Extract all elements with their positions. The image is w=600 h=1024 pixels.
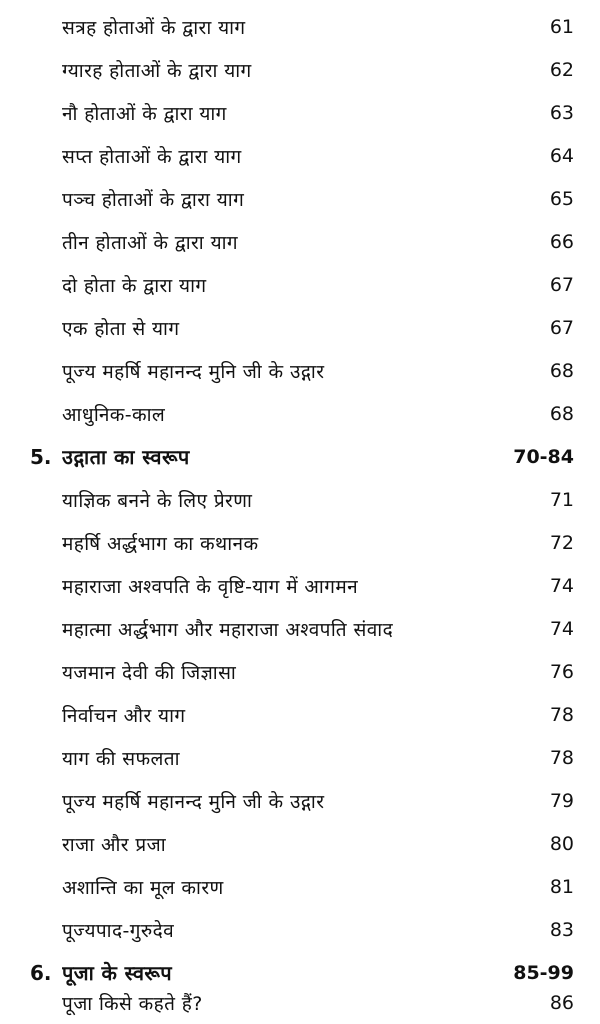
toc-entry [0, 521, 600, 564]
toc-entry-page: 66 [549, 230, 574, 253]
toc-entry-page: 86 [549, 991, 574, 1014]
toc-entry [0, 220, 600, 263]
toc-entry-page: 78 [549, 703, 574, 726]
toc-entry-page: 72 [549, 531, 574, 554]
toc-chapter-pages: 85-99 [513, 961, 574, 984]
toc-entry-page: 78 [549, 746, 574, 769]
toc-entry-page: 80 [549, 832, 574, 855]
toc-entry-title: अशान्ति का मूल कारण [62, 876, 224, 899]
toc-entry-title: पूज्य महर्षि महानन्द मुनि जी के उद्गार [62, 790, 325, 813]
toc-chapter-number: 6. [30, 960, 52, 985]
toc-entry-page: 61 [549, 15, 574, 38]
toc-entry [0, 564, 600, 607]
toc-entry-title: निर्वाचन और याग [62, 704, 186, 727]
toc-entry-title: पञ्च होताओं के द्वारा याग [62, 188, 245, 211]
toc-entry-page: 74 [549, 617, 574, 640]
toc-entry-page: 68 [549, 359, 574, 382]
toc-entry [0, 822, 600, 865]
toc-entry-title: पूज्य महर्षि महानन्द मुनि जी के उद्गार [62, 360, 325, 383]
toc-entry [0, 779, 600, 822]
toc-entry-title: महात्मा अर्द्धभाग और महाराजा अश्वपति संवाद [62, 618, 394, 641]
toc-entry [0, 177, 600, 220]
toc-entry-title: ग्यारह होताओं के द्वारा याग [62, 59, 252, 82]
toc-entry-page: 83 [549, 918, 574, 941]
toc-entry [0, 5, 600, 48]
toc-entry-title: पूजा किसे कहते हैं? [62, 992, 203, 1015]
toc-entry-title: तीन होताओं के द्वारा याग [62, 231, 239, 254]
toc-entry [0, 134, 600, 177]
toc-entry [0, 478, 600, 521]
toc-entry-page: 76 [549, 660, 574, 683]
toc-entry [0, 981, 600, 1024]
toc-entry-title: राजा और प्रजा [62, 833, 167, 856]
toc-entry-title: पूज्यपाद-गुरुदेव [62, 919, 175, 942]
toc-chapter [0, 435, 600, 478]
toc-entry-page: 67 [549, 316, 574, 339]
toc-entry [0, 392, 600, 435]
toc-entry [0, 650, 600, 693]
toc-entry-title: एक होता से याग [62, 317, 180, 340]
toc-entry-page: 79 [549, 789, 574, 812]
toc-entry-title: दो होता के द्वारा याग [62, 274, 207, 297]
toc-entry-page: 65 [549, 187, 574, 210]
toc-entry-title: सत्रह होताओं के द्वारा याग [62, 16, 246, 39]
toc-entry-title: आधुनिक-काल [62, 403, 166, 426]
toc-entry-title: याज्ञिक बनने के लिए प्रेरणा [62, 489, 253, 512]
toc-entry-page: 63 [549, 101, 574, 124]
toc-entry-title: याग की सफलता [62, 747, 180, 770]
toc-entry-title: महर्षि अर्द्धभाग का कथानक [62, 532, 259, 555]
toc-entry-title: नौ होताओं के द्वारा याग [62, 102, 227, 125]
toc-entry [0, 908, 600, 951]
toc-chapter-title: पूजा के स्वरूप [62, 961, 173, 985]
toc-entry-page: 62 [549, 58, 574, 81]
toc-entry-page: 64 [549, 144, 574, 167]
toc-entry [0, 91, 600, 134]
toc-entry-page: 67 [549, 273, 574, 296]
toc-chapter-title: उद्गाता का स्वरूप [62, 445, 190, 469]
toc-entry-title: महाराजा अश्वपति के वृष्टि-याग में आगमन [62, 575, 359, 598]
toc-entry [0, 693, 600, 736]
toc-entry [0, 349, 600, 392]
toc-chapter-pages: 70-84 [513, 445, 574, 468]
toc-entry [0, 865, 600, 908]
toc-chapter-number: 5. [30, 444, 52, 469]
toc-entry [0, 263, 600, 306]
toc-entry-page: 71 [549, 488, 574, 511]
toc-entry [0, 607, 600, 650]
toc-entry-page: 81 [549, 875, 574, 898]
toc-entry-title: यजमान देवी की जिज्ञासा [62, 661, 237, 684]
toc-entry-title: सप्त होताओं के द्वारा याग [62, 145, 242, 168]
toc-entry [0, 48, 600, 91]
toc-entry [0, 306, 600, 349]
toc-entry-page: 74 [549, 574, 574, 597]
toc-entry-page: 68 [549, 402, 574, 425]
toc-entry [0, 736, 600, 779]
